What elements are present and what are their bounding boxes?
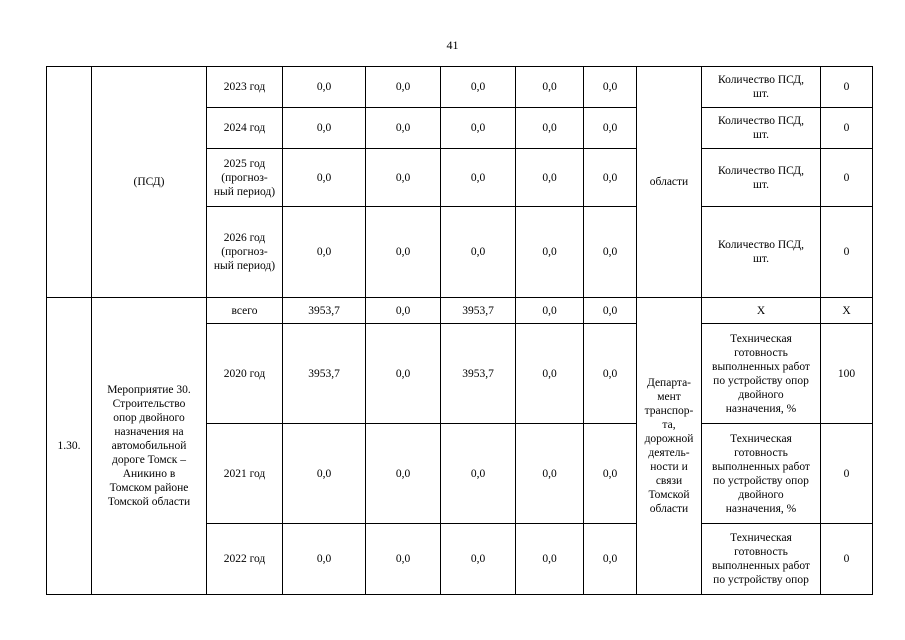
value-cell: 3953,7 bbox=[283, 298, 366, 324]
value-cell: 3953,7 bbox=[283, 324, 366, 424]
value-cell: 0,0 bbox=[441, 67, 516, 108]
indicator-cell: Количество ПСД, шт. bbox=[702, 149, 821, 207]
indicator-value-cell: Х bbox=[821, 298, 873, 324]
number-cell-empty bbox=[47, 67, 92, 298]
value-cell: 0,0 bbox=[283, 67, 366, 108]
value-cell: 0,0 bbox=[441, 207, 516, 298]
program-table bbox=[46, 66, 873, 595]
value-cell: 0,0 bbox=[283, 524, 366, 595]
indicator-cell: Техническая готовность выполненных работ по устройству опор двойного назначения, % bbox=[702, 324, 821, 424]
value-cell: 0,0 bbox=[516, 108, 584, 149]
measure-name-cell: (ПСД) bbox=[92, 67, 207, 298]
executor-cell: области bbox=[637, 67, 702, 298]
value-cell: 0,0 bbox=[283, 207, 366, 298]
value-cell: 0,0 bbox=[584, 149, 637, 207]
value-cell: 0,0 bbox=[516, 524, 584, 595]
indicator-cell: Техническая готовность выполненных работ по устройству опор двойного назначения, % bbox=[702, 424, 821, 524]
value-cell: 0,0 bbox=[584, 298, 637, 324]
executor-cell: Департа- мент транспор- та, дорожной деятель- ности и связи Томской области bbox=[637, 298, 702, 595]
indicator-value-cell: 0 bbox=[821, 108, 873, 149]
value-cell: 0,0 bbox=[516, 149, 584, 207]
year-cell: 2021 год bbox=[207, 424, 283, 524]
value-cell: 0,0 bbox=[366, 108, 441, 149]
year-cell: 2020 год bbox=[207, 324, 283, 424]
measure-number-cell: 1.30. bbox=[47, 298, 92, 595]
measure-name-cell: Мероприятие 30. Строительство опор двойного назначения на автомобильной дороге Томск – Аникино в Томском районе Томской области bbox=[92, 298, 207, 595]
value-cell: 0,0 bbox=[441, 524, 516, 595]
indicator-value-cell: 0 bbox=[821, 207, 873, 298]
value-cell: 0,0 bbox=[516, 324, 584, 424]
value-cell: 0,0 bbox=[584, 424, 637, 524]
value-cell: 0,0 bbox=[366, 149, 441, 207]
value-cell: 0,0 bbox=[584, 524, 637, 595]
value-cell: 0,0 bbox=[441, 424, 516, 524]
value-cell: 0,0 bbox=[516, 67, 584, 108]
value-cell: 0,0 bbox=[516, 424, 584, 524]
value-cell: 0,0 bbox=[584, 67, 637, 108]
value-cell: 0,0 bbox=[366, 324, 441, 424]
value-cell: 0,0 bbox=[283, 108, 366, 149]
year-cell: 2026 год (прогноз- ный период) bbox=[207, 207, 283, 298]
indicator-value-cell: 0 bbox=[821, 149, 873, 207]
value-cell: 0,0 bbox=[366, 67, 441, 108]
page-number: 41 bbox=[446, 38, 459, 52]
value-cell: 0,0 bbox=[516, 298, 584, 324]
value-cell: 0,0 bbox=[441, 108, 516, 149]
value-cell: 0,0 bbox=[366, 524, 441, 595]
value-cell: 0,0 bbox=[584, 207, 637, 298]
indicator-value-cell: 0 bbox=[821, 524, 873, 595]
value-cell: 3953,7 bbox=[441, 298, 516, 324]
value-cell: 0,0 bbox=[283, 149, 366, 207]
indicator-cell: Количество ПСД, шт. bbox=[702, 67, 821, 108]
indicator-value-cell: 0 bbox=[821, 67, 873, 108]
value-cell: 0,0 bbox=[516, 207, 584, 298]
value-cell: 0,0 bbox=[283, 424, 366, 524]
indicator-cell: Техническая готовность выполненных работ по устройству опор bbox=[702, 524, 821, 595]
year-cell: 2024 год bbox=[207, 108, 283, 149]
indicator-cell: Х bbox=[702, 298, 821, 324]
year-cell: 2022 год bbox=[207, 524, 283, 595]
year-cell: 2025 год (прогноз- ный период) bbox=[207, 149, 283, 207]
indicator-cell: Количество ПСД, шт. bbox=[702, 207, 821, 298]
table-row bbox=[47, 67, 873, 108]
value-cell: 0,0 bbox=[366, 298, 441, 324]
indicator-cell: Количество ПСД, шт. bbox=[702, 108, 821, 149]
value-cell: 0,0 bbox=[584, 324, 637, 424]
table-row bbox=[47, 298, 873, 324]
year-cell: 2023 год bbox=[207, 67, 283, 108]
value-cell: 3953,7 bbox=[441, 324, 516, 424]
indicator-value-cell: 0 bbox=[821, 424, 873, 524]
indicator-value-cell: 100 bbox=[821, 324, 873, 424]
value-cell: 0,0 bbox=[366, 207, 441, 298]
value-cell: 0,0 bbox=[584, 108, 637, 149]
value-cell: 0,0 bbox=[441, 149, 516, 207]
value-cell: 0,0 bbox=[366, 424, 441, 524]
year-cell: всего bbox=[207, 298, 283, 324]
